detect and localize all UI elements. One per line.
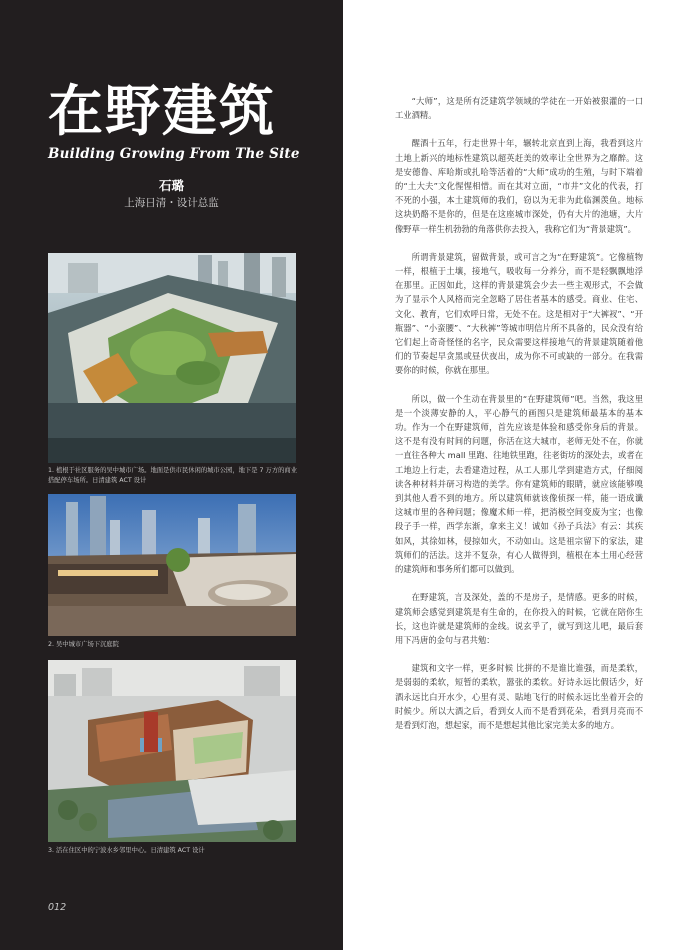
figure-3-image	[48, 660, 296, 842]
body-paragraph-5: 在野建筑，言及深处，盖的不是房子，是情感。更多的时候，建筑师会感觉到建筑是有生命的，在你投入的时候，它就在陪你生长，这也许就是建筑师的金线。说玄乎了，就写到这儿吧，最后套用下冯唐的金句与君共勉：	[395, 592, 643, 645]
body-paragraph-1: “大师”，这是所有泛建筑学领域的学徒在一开始被狠灌的一口工业酒精。	[395, 96, 643, 121]
body-paragraph-2: 醒酒十五年，行走世界十年，辗转北京直到上海，我看到这片土地上新兴的地标性建筑以超英赶美的效率让全世界为之靡醉。这是安德鲁、库哈斯或扎哈等活着的“大师”成功的生殖，与时下端着的“土大夫”文化惺惺相惜。而在其对立面，“市井”文化的代表，打不死的小强，本土建筑师的我们，窃以为无非为此临渊羡鱼。地标这块奶酪不是你的，但是在这座城市深处，仍有大片的池塘，大片像野草一样生机勃勃的角落供你去投入，我称它们为“背景建筑”。	[395, 138, 643, 234]
figure-2-image	[48, 494, 296, 636]
article-subtitle-en: Building Growing From The Site	[48, 146, 300, 162]
figure-3-caption: 3. 活在住区中的宁波水乡邻里中心。日清建筑 ACT 设计	[48, 847, 205, 854]
left-panel	[0, 0, 343, 950]
figure-1-image	[48, 253, 296, 463]
figure-1-caption: 1. 植根于社区服务的吴中城市广场。地面是供市民休闲的城市公园，地下是 7 万方的商业搭配停车场所。日清建筑 ACT 设计	[48, 467, 298, 484]
figure-2-caption: 2. 吴中城市广场下沉庭院	[48, 641, 119, 648]
article-title: 在野建筑	[48, 78, 277, 143]
article-body	[395, 94, 643, 746]
body-paragraph-6: 建筑和文字一样，更多时候 比拼的不是谁比谁强，而是柔软，是弱弱的柔软，短暂的柔软，嚣张的柔软。好诗永远比假话少，好酒永远比白开水少，心里有灵、貼地飞行的时候永远比坐着开会的时候少。所以大酒之后，看到女人而不是看到花朵，看到月亮而不是看到灯泡，想起家，而不是想起其他比家完美太多的地方。	[395, 663, 643, 730]
author-name: 石璐	[158, 178, 184, 193]
body-paragraph-4: 所以，做一个生动在背景里的“在野建筑师”吧。当然，我这里是一个淡薄安静的人，平心静气的画图只是建筑师最基本的基本功。作为一个在野建筑师，首先应该是体验和感受你身后的背景。这不是有没有时间的问题，你活在这大城市，老师无处不在，你就一直往各种大 mall 里跑、往地铁里跑，往老街坊的深处去，或者在工地边上行走，去看建造过程，从工人那儿学到建造方式，仔细阅读各种材料并研习构造的美学。你有建筑师的眼睛，就应该能够嗅到其他人看不到的地方。所以建筑师就该像侦探一样，能一语成谶这城市里的各种问题；像魔术师一样，把消极空间变废为宝；也像段子手一样，西学东渐，拿来主义！诚如《孙子兵法》有云：其疾如风，其徐如林，侵掠如火，不动如山。这是祖宗留下的家法，建筑师们的活法。这并不复杂，有心人做得到，植根在本土用心经营的建筑师和事务所们都可以做到。	[395, 393, 643, 575]
body-paragraph-3: 所谓背景建筑，留做背景，或可言之为“在野建筑”。它像植物一样，根植于土壤，接地气，吸收每一分养分，而不是轻飘飘地浮在那里。正因如此，这样的背景建筑会少去一些主观形式，不会做为了显示个人风格而完全忽略了居住者基本的感受。商业、住宅、文化、教育，它们欢呼日常，无处不在。这是相对于“大裤衩”、“开瓶器”、“小蛮腰”、“大秋裤”等城市明信片所不具备的，民众没有给它们起上奇奇怪怪的名字，民众需要这样接地气的背景建筑随着他们的节奏起早贪黑或昼伏夜出，成为你不可或缺的一部分。在我需要你的时候，你就在那里。	[395, 251, 643, 376]
page-number: 012	[48, 902, 67, 913]
author-role: 上海日清・设计总监	[124, 197, 219, 209]
